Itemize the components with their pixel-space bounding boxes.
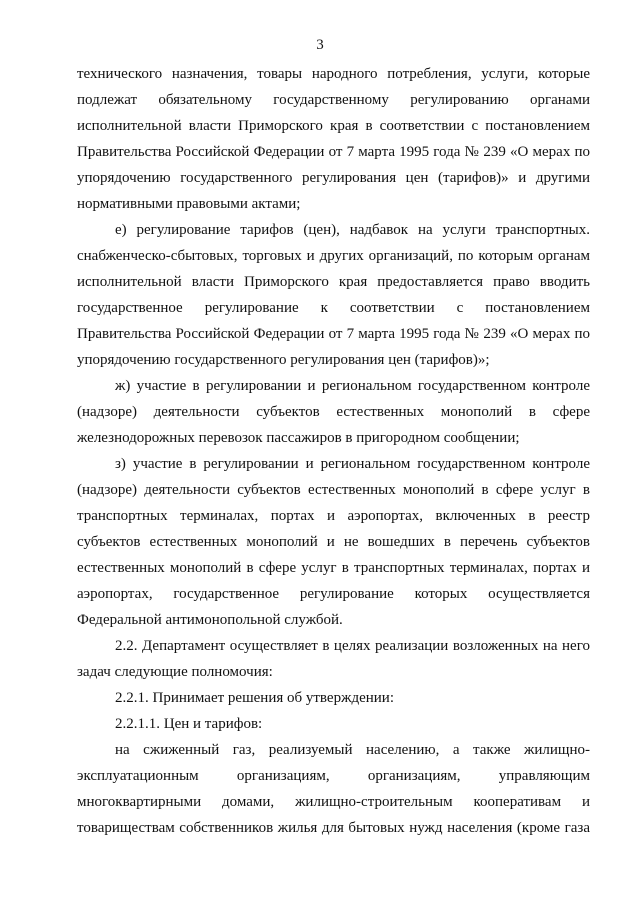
paragraph-continuation: технического назначения, товары народного потребления, услуги, которые подлежат обязательному государственному регулированию органами исполнительной власти Приморского края в соответствии с постановлением Правительства Российской Федерации от 7 марта 1995 года № 239 «О мерах по упорядочению государственного регулирования цен (тарифов)» и другими нормативными правовыми актами;	[77, 66, 590, 212]
paragraph-2-2-1-1: 2.2.1.1. Цен и тарифов:	[115, 716, 263, 732]
page-number: 3	[316, 37, 324, 53]
document-body	[77, 61, 590, 841]
paragraph-item-e: е) регулирование тарифов (цен), надбавок на услуги транспортных. снабженческо-сбытовых, торговых и других организаций, по которым органам исполнительной власти Приморского края предоставляется право вводить государственное регулирование к соответствии с постановлением Правительства Российской Федерации от 7 марта 1995 года № 239 «О мерах по упорядочению государственного регулирования цен (тарифов)»;	[77, 222, 590, 368]
paragraph-2-2: 2.2. Департамент осуществляет в целях реализации возложенных на него задач следующие полномочия:	[77, 638, 590, 680]
paragraph-liquefied-gas: на сжиженный газ, реализуемый населению, а также жилищно-эксплуатационным организациям, организациям, управляющим многоквартирными домами, жилищно-строительным кооперативам и товариществам собственников жилья для бытовых нужд населения (кроме газа	[77, 742, 590, 836]
paragraph-2-2-1: 2.2.1. Принимает решения об утверждении:	[115, 690, 394, 706]
paragraph-item-z: з) участие в регулировании и региональном государственном контроле (надзоре) деятельности субъектов естественных монополий в сфере услуг в транспортных терминалах, портах и аэропортах, включенных в реестр субъектов естественных монополий и не вошедших в перечень субъектов естественных монополий в сфере услуг в транспортных терминалах, портах и аэропортах, государственное регулирование которых осуществляется Федеральной антимонопольной службой.	[77, 456, 590, 628]
paragraph-item-zh: ж) участие в регулировании и региональном государственном контроле (надзоре) деятельности субъектов естественных монополий в сфере железнодорожных перевозок пассажиров в пригородном сообщении;	[77, 378, 590, 446]
